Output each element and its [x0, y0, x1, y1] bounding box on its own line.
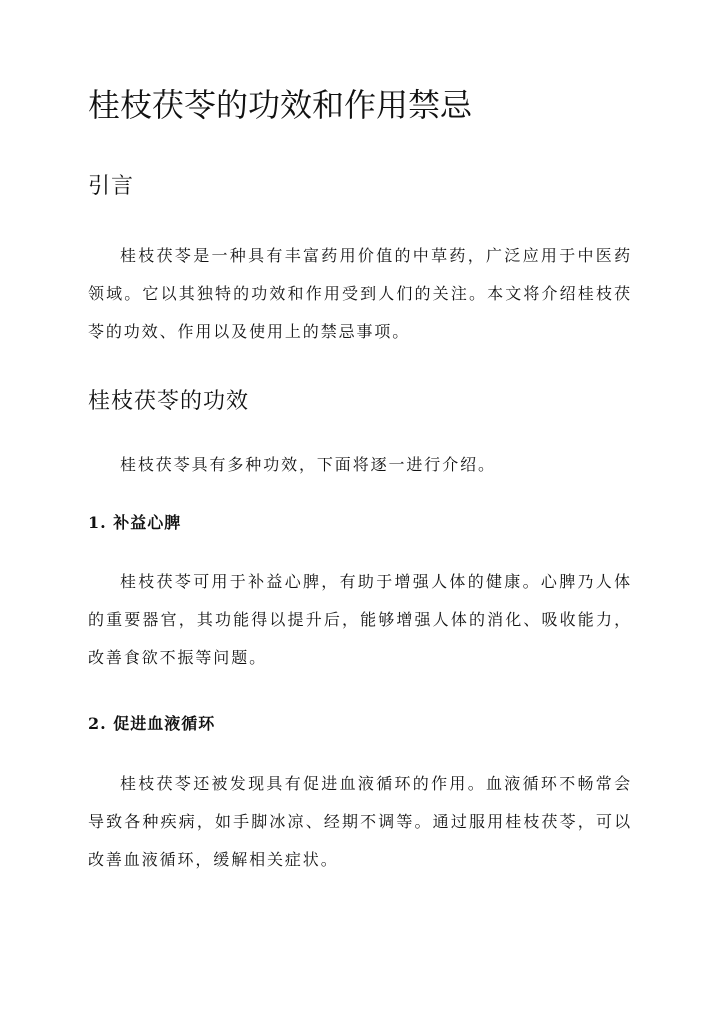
section-heading-effects: 桂枝茯苓的功效	[88, 389, 250, 414]
effects-lead-paragraph: 桂枝茯苓具有多种功效，下面将逐一进行介绍。	[120, 455, 496, 474]
section-heading-intro: 引言	[88, 174, 135, 199]
item-1-paragraph: 桂枝茯苓可用于补益心脾，有助于增强人体的健康。心脾乃人体的重要器官，其功能得以提升后，能够增强人体的消化、吸收能力，改善食欲不振等问题。	[88, 572, 632, 667]
item-2-paragraph: 桂枝茯苓还被发现具有促进血液循环的作用。血液循环不畅常会导致各种疾病，如手脚冰凉、经期不调等。通过服用桂枝茯苓，可以改善血液循环，缓解相关症状。	[88, 774, 632, 869]
document-title: 桂枝茯苓的功效和作用禁忌	[88, 86, 473, 124]
intro-paragraph: 桂枝茯苓是一种具有丰富药用价值的中草药，广泛应用于中医药领域。它以其独特的功效和作用受到人们的关注。本文将介绍桂枝茯苓的功效、作用以及使用上的禁忌事项。	[88, 246, 632, 341]
subheading-item-2: 2. 促进血液循环	[88, 714, 216, 733]
subheading-item-1: 1. 补益心脾	[88, 513, 182, 532]
